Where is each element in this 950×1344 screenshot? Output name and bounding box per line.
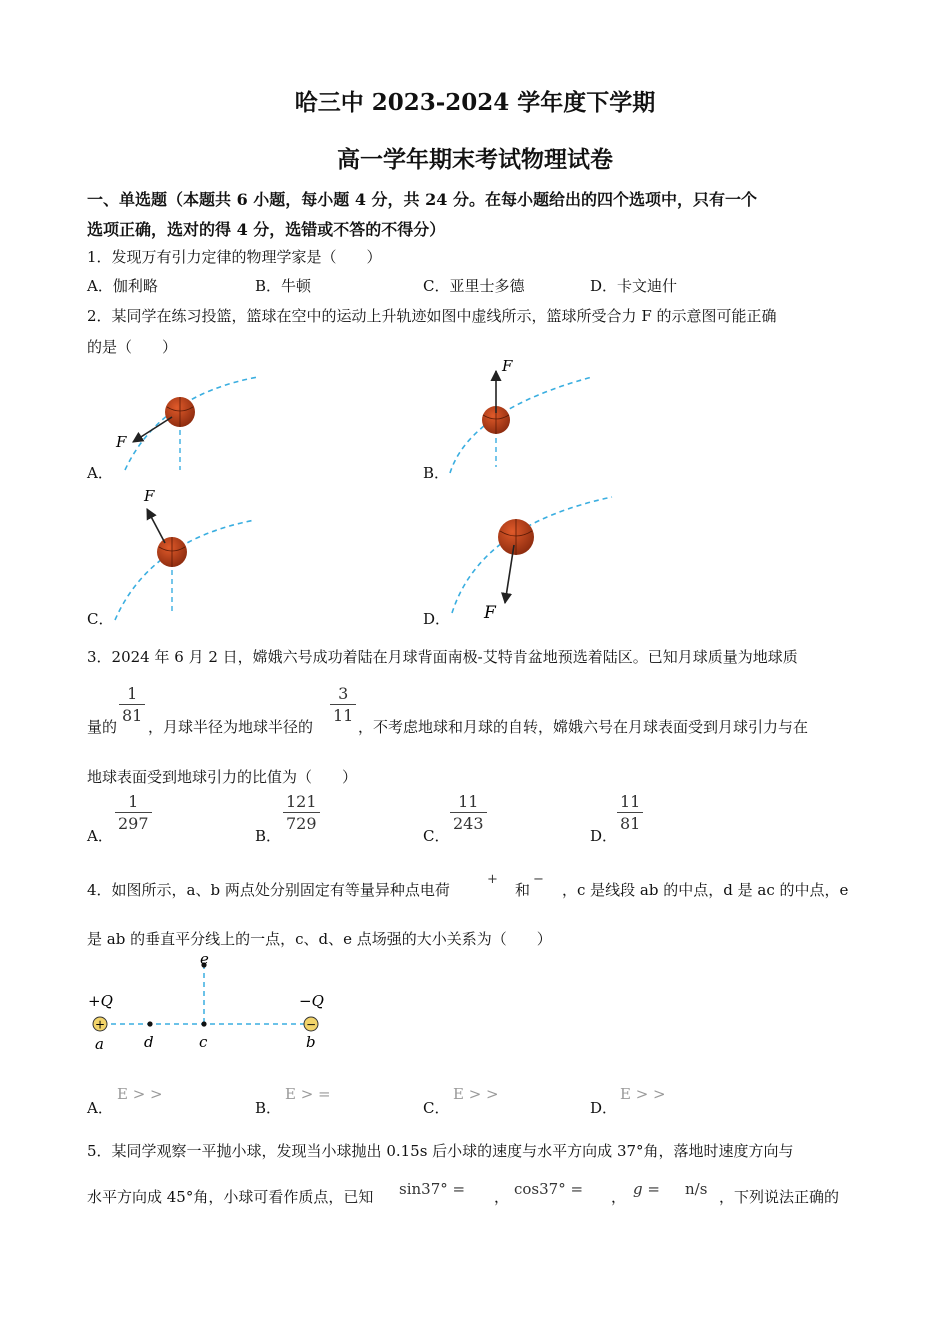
label-b: b — [306, 1033, 316, 1051]
point-c-dot — [201, 1021, 206, 1026]
trajectory-d — [452, 497, 612, 613]
q2-option-a-label: A． — [87, 464, 113, 482]
q4-option-d-label: D． — [590, 1099, 618, 1117]
q4-plus-sign: + — [487, 872, 498, 887]
q4-option-b-label: B． — [255, 1099, 282, 1117]
q1-option-c: C．亚里士多德 — [423, 277, 525, 295]
q5-cos-expr: cos37° = — [514, 1180, 584, 1198]
force-label-d: F — [484, 603, 496, 623]
q3-stem-line2-a: 量的 — [87, 718, 118, 736]
q4-stem-line2: 是 ab 的垂直平分线上的一点，c、d、e 点场强的大小关系为（ ） — [87, 930, 552, 948]
q2-stem-line1: 2．某同学在练习投篮，篮球在空中的运动上升轨迹如图中虚线所示，篮球所受合力 F 的示意图可能正确 — [87, 307, 777, 325]
point-d-dot — [147, 1021, 152, 1026]
q5-stem-line2-a: 水平方向成 45°角，小球可看作质点，已知 — [87, 1188, 374, 1206]
svg-text:+: + — [94, 1017, 106, 1032]
q4-stem-line1-b: 和 — [515, 881, 531, 899]
trajectory-b — [450, 377, 592, 473]
force-label-c: F — [144, 487, 155, 505]
q1-stem: 1．发现万有引力定律的物理学家是（ ） — [87, 248, 382, 266]
q2-option-c-label: C． — [87, 610, 114, 628]
q4-minus-sign: − — [533, 872, 544, 887]
q5-stem-line2-b: ，下列说法正确的 — [719, 1188, 840, 1206]
q3-option-a-label: A． — [87, 827, 113, 845]
section-heading-line2: 选项正确，选对的得 4 分，选错或不答的不得分） — [87, 220, 446, 239]
q5-sin-expr: sin37° = — [399, 1180, 466, 1198]
q3-radius-ratio: 3 11 — [330, 684, 356, 725]
label-a: a — [95, 1035, 104, 1053]
force-label-b: F — [502, 357, 513, 375]
q1-option-b: B．牛顿 — [255, 277, 312, 295]
q3-option-c-label: C． — [423, 827, 450, 845]
label-minus-q: −Q — [299, 992, 324, 1010]
trajectory-c — [115, 520, 255, 620]
q2-figures — [0, 355, 950, 635]
q2-figure-c — [115, 487, 255, 620]
q3-stem-line3: 地球表面受到地球引力的比值为（ ） — [87, 768, 358, 786]
q4-stem-line1-c: ，c 是线段 ab 的中点，d 是 ac 的中点，e — [562, 881, 849, 899]
q3-stem-line2-c: ，不考虑地球和月球的自转，嫦娥六号在月球表面受到月球引力与在 — [358, 718, 809, 736]
q4-option-b-expr: E > = — [285, 1085, 331, 1103]
q3-mass-ratio: 1 81 — [119, 684, 145, 725]
q3-stem-line2-b: ，月球半径为地球半径的 — [148, 718, 314, 736]
q1-option-d: D．卡文迪什 — [590, 277, 678, 295]
q5-g-unit: n/s — [685, 1180, 708, 1198]
q3-option-d-label: D． — [590, 827, 618, 845]
q4-option-c-expr: E > > — [453, 1085, 499, 1103]
q5-stem-line1: 5．某同学观察一平抛小球，发现当小球抛出 0.15s 后小球的速度与水平方向成 37°角，落地时速度方向与 — [87, 1142, 794, 1160]
q3-option-d-frac: 11 81 — [617, 792, 643, 833]
label-c: c — [199, 1033, 208, 1051]
q2-option-b-label: B． — [423, 464, 450, 482]
label-plus-q: +Q — [88, 992, 113, 1010]
force-arrow-c — [147, 509, 165, 543]
q2-figure-a — [115, 377, 258, 470]
q3-option-b-frac: 121 729 — [283, 792, 320, 833]
q4-figure — [80, 950, 340, 1055]
trajectory-a — [125, 377, 258, 470]
q3-option-a-frac: 1 297 — [115, 792, 152, 833]
q5-comma-1: ， — [494, 1188, 510, 1206]
q2-option-d-label: D． — [423, 610, 451, 628]
force-arrow-a — [133, 417, 172, 442]
page-title-line2: 高一学年期末考试物理试卷 — [337, 146, 613, 173]
q3-option-c-frac: 11 243 — [450, 792, 487, 833]
q5-comma-2: ， — [611, 1188, 627, 1206]
q4-option-c-label: C． — [423, 1099, 450, 1117]
label-e: e — [200, 950, 209, 968]
q4-option-a-label: A． — [87, 1099, 113, 1117]
q4-option-d-expr: E > > — [620, 1085, 666, 1103]
q1-option-a: A．伽利略 — [87, 277, 158, 295]
section-heading-line1: 一、单选题（本题共 6 小题，每小题 4 分，共 24 分。在每小题给出的四个选项中，只有一个 — [87, 190, 757, 209]
label-d: d — [144, 1033, 154, 1051]
svg-text:−: − — [305, 1017, 317, 1032]
page-title-line1: 哈三中 2023-2024 学年度下学期 — [294, 89, 656, 116]
q2-figure-b — [450, 357, 592, 473]
q3-option-b-label: B． — [255, 827, 282, 845]
q5-g-expr: g = — [633, 1180, 660, 1198]
q2-figure-d — [452, 497, 612, 623]
q3-stem-line1: 3．2024 年 6 月 2 日，嫦娥六号成功着陆在月球背面南极-艾特肯盆地预选着陆区。已知月球质量为地球质 — [87, 648, 798, 666]
q4-option-a-expr: E > > — [117, 1085, 163, 1103]
q2-stem-line2: 的是（ ） — [87, 338, 178, 356]
force-label-a: F — [116, 433, 127, 451]
q4-stem-line1-a: 4．如图所示，a、b 两点处分别固定有等量异种点电荷 — [87, 881, 450, 899]
